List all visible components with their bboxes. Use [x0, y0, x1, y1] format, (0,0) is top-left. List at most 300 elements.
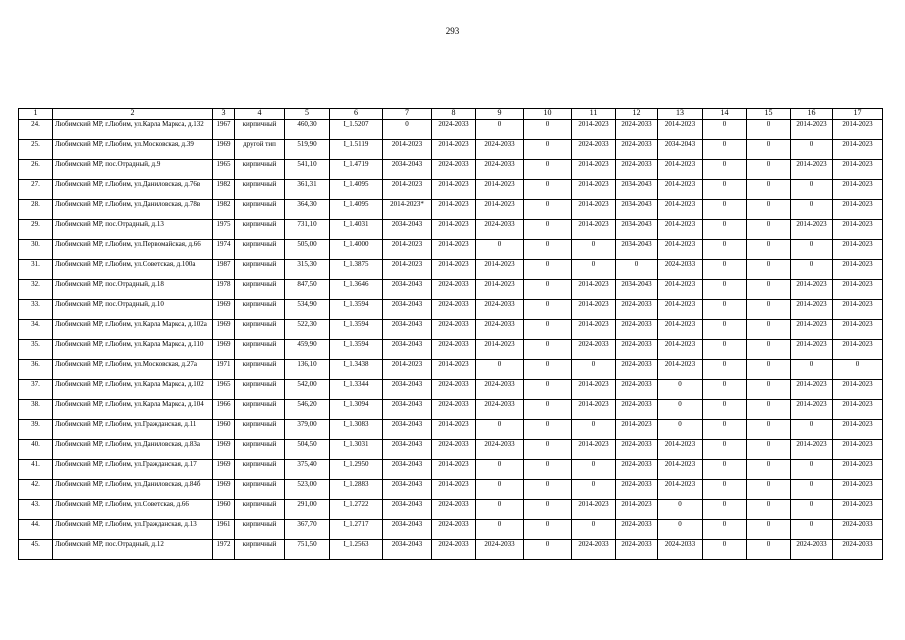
- period-15-cell: 0: [747, 460, 791, 480]
- period-17-cell: 2014-2023: [833, 500, 883, 520]
- period-15-cell: 0: [747, 440, 791, 460]
- period-17-cell: 2014-2023: [833, 120, 883, 140]
- period-14-cell: 0: [703, 260, 747, 280]
- period-15-cell: 0: [747, 540, 791, 560]
- year-built-cell: 1969: [213, 140, 235, 160]
- area-cell: 523,00: [285, 480, 330, 500]
- table-row: [19, 380, 883, 400]
- table-row: [19, 460, 883, 480]
- period-12-cell: 2024-2033: [616, 540, 658, 560]
- area-cell: 361,31: [285, 180, 330, 200]
- year-built-cell: 1978: [213, 280, 235, 300]
- period-10-cell: 0: [524, 320, 572, 340]
- period-17-cell: 2014-2023: [833, 400, 883, 420]
- index-cell: I_1.3031: [330, 440, 383, 460]
- row-number-cell: 28.: [19, 200, 53, 220]
- row-number-cell: 38.: [19, 400, 53, 420]
- period-15-cell: 0: [747, 260, 791, 280]
- period-11-cell: 0: [572, 480, 616, 500]
- period-14-cell: 0: [703, 220, 747, 240]
- address-cell: Любимский МР, пос.Отрадный, д.12: [53, 540, 213, 560]
- index-cell: I_1.4719: [330, 160, 383, 180]
- area-cell: 505,00: [285, 240, 330, 260]
- address-cell: Любимский МР, г.Любим, ул.Гражданская, д.13: [53, 520, 213, 540]
- address-cell: Любимский МР, г.Любим, ул.Советская, д.66: [53, 500, 213, 520]
- period-9-cell: 2024-2033: [476, 160, 524, 180]
- period-10-cell: 0: [524, 440, 572, 460]
- period-12-cell: 2024-2033: [616, 440, 658, 460]
- wall-material-cell: кирпичный: [235, 400, 285, 420]
- address-cell: Любимский МР, г.Любим, ул.Карла Маркса, д.132: [53, 120, 213, 140]
- period-16-cell: 0: [791, 460, 833, 480]
- period-15-cell: 0: [747, 160, 791, 180]
- column-header-13: 13: [658, 109, 703, 120]
- table-row: [19, 220, 883, 240]
- table-row: [19, 400, 883, 420]
- column-header-8: 8: [432, 109, 476, 120]
- header-row: [19, 109, 883, 120]
- period-12-cell: 2034-2043: [616, 200, 658, 220]
- period-9-cell: 0: [476, 460, 524, 480]
- period-17-cell: 2014-2023: [833, 300, 883, 320]
- period-15-cell: 0: [747, 280, 791, 300]
- column-header-17: 17: [833, 109, 883, 120]
- year-built-cell: 1982: [213, 200, 235, 220]
- period-8-cell: 2014-2023: [432, 220, 476, 240]
- period-11-cell: 2014-2023: [572, 380, 616, 400]
- year-built-cell: 1972: [213, 540, 235, 560]
- period-9-cell: 2024-2033: [476, 540, 524, 560]
- period-14-cell: 0: [703, 320, 747, 340]
- period-14-cell: 0: [703, 280, 747, 300]
- index-cell: I_1.3344: [330, 380, 383, 400]
- period-17-cell: 2024-2033: [833, 540, 883, 560]
- period-12-cell: 2014-2023: [616, 420, 658, 440]
- period-15-cell: 0: [747, 320, 791, 340]
- period-9-cell: 2024-2033: [476, 380, 524, 400]
- period-16-cell: 2014-2023: [791, 400, 833, 420]
- year-built-cell: 1969: [213, 440, 235, 460]
- column-header-10: 10: [524, 109, 572, 120]
- period-16-cell: 2014-2023: [791, 280, 833, 300]
- period-14-cell: 0: [703, 540, 747, 560]
- period-11-cell: 2014-2023: [572, 200, 616, 220]
- column-header-7: 7: [383, 109, 432, 120]
- index-cell: I_1.3094: [330, 400, 383, 420]
- period-12-cell: 2034-2043: [616, 280, 658, 300]
- column-header-2: 2: [53, 109, 213, 120]
- period-7-cell: 2034-2043: [383, 420, 432, 440]
- period-16-cell: 2024-2033: [791, 540, 833, 560]
- wall-material-cell: кирпичный: [235, 220, 285, 240]
- row-number-cell: 40.: [19, 440, 53, 460]
- index-cell: I_1.5119: [330, 140, 383, 160]
- period-13-cell: 0: [658, 520, 703, 540]
- period-15-cell: 0: [747, 340, 791, 360]
- index-cell: I_1.2883: [330, 480, 383, 500]
- year-built-cell: 1965: [213, 380, 235, 400]
- table-row: [19, 480, 883, 500]
- area-cell: 364,30: [285, 200, 330, 220]
- wall-material-cell: кирпичный: [235, 460, 285, 480]
- column-header-1: 1: [19, 109, 53, 120]
- table-row: [19, 440, 883, 460]
- period-15-cell: 0: [747, 480, 791, 500]
- column-header-15: 15: [747, 109, 791, 120]
- period-12-cell: 2024-2033: [616, 400, 658, 420]
- row-number-cell: 34.: [19, 320, 53, 340]
- wall-material-cell: кирпичный: [235, 380, 285, 400]
- index-cell: I_1.5207: [330, 120, 383, 140]
- period-15-cell: 0: [747, 300, 791, 320]
- period-15-cell: 0: [747, 220, 791, 240]
- period-16-cell: 2014-2023: [791, 440, 833, 460]
- period-9-cell: 2024-2033: [476, 300, 524, 320]
- period-12-cell: 2024-2033: [616, 460, 658, 480]
- period-11-cell: 2014-2023: [572, 440, 616, 460]
- year-built-cell: 1975: [213, 220, 235, 240]
- period-17-cell: 2024-2033: [833, 520, 883, 540]
- period-9-cell: 2024-2033: [476, 220, 524, 240]
- row-number-cell: 45.: [19, 540, 53, 560]
- area-cell: 731,10: [285, 220, 330, 240]
- period-13-cell: 2014-2023: [658, 200, 703, 220]
- period-12-cell: 2024-2033: [616, 360, 658, 380]
- period-13-cell: 0: [658, 380, 703, 400]
- period-13-cell: 2014-2023: [658, 360, 703, 380]
- address-cell: Любимский МР, г.Любим, ул.Московская, д.39: [53, 140, 213, 160]
- period-13-cell: 2014-2023: [658, 220, 703, 240]
- period-7-cell: 2034-2043: [383, 320, 432, 340]
- row-number-cell: 27.: [19, 180, 53, 200]
- period-14-cell: 0: [703, 240, 747, 260]
- page-number: 293: [445, 26, 460, 36]
- period-17-cell: 2014-2023: [833, 200, 883, 220]
- period-8-cell: 2024-2033: [432, 280, 476, 300]
- address-cell: Любимский МР, г.Любим, ул.Первомайская, д.66: [53, 240, 213, 260]
- row-number-cell: 32.: [19, 280, 53, 300]
- address-cell: Любимский МР, г.Любим, ул.Карла Маркса, д.110: [53, 340, 213, 360]
- period-12-cell: 2034-2043: [616, 180, 658, 200]
- row-number-cell: 37.: [19, 380, 53, 400]
- address-cell: Любимский МР, г.Любим, ул.Даниловская, д.76в: [53, 180, 213, 200]
- period-11-cell: 2014-2023: [572, 320, 616, 340]
- period-17-cell: 0: [833, 360, 883, 380]
- address-cell: Любимский МР, пос.Отрадный, д.10: [53, 300, 213, 320]
- period-11-cell: 0: [572, 240, 616, 260]
- index-cell: I_1.2722: [330, 500, 383, 520]
- column-header-9: 9: [476, 109, 524, 120]
- area-cell: 546,20: [285, 400, 330, 420]
- period-15-cell: 0: [747, 180, 791, 200]
- period-10-cell: 0: [524, 240, 572, 260]
- period-15-cell: 0: [747, 360, 791, 380]
- period-8-cell: 2014-2023: [432, 140, 476, 160]
- index-cell: I_1.3594: [330, 340, 383, 360]
- period-7-cell: 0: [383, 120, 432, 140]
- year-built-cell: 1969: [213, 320, 235, 340]
- period-17-cell: 2014-2023: [833, 420, 883, 440]
- period-15-cell: 0: [747, 400, 791, 420]
- year-built-cell: 1960: [213, 420, 235, 440]
- wall-material-cell: кирпичный: [235, 520, 285, 540]
- period-9-cell: 0: [476, 120, 524, 140]
- table-row: [19, 280, 883, 300]
- period-16-cell: 0: [791, 420, 833, 440]
- period-10-cell: 0: [524, 260, 572, 280]
- period-16-cell: 0: [791, 360, 833, 380]
- index-cell: I_1.3594: [330, 300, 383, 320]
- period-16-cell: 2014-2023: [791, 300, 833, 320]
- wall-material-cell: кирпичный: [235, 320, 285, 340]
- address-cell: Любимский МР, пос.Отрадный, д.18: [53, 280, 213, 300]
- column-header-12: 12: [616, 109, 658, 120]
- period-17-cell: 2014-2023: [833, 380, 883, 400]
- period-7-cell: 2034-2043: [383, 400, 432, 420]
- area-cell: 751,50: [285, 540, 330, 560]
- period-12-cell: 2024-2033: [616, 140, 658, 160]
- period-11-cell: 0: [572, 360, 616, 380]
- period-16-cell: 0: [791, 480, 833, 500]
- period-12-cell: 2024-2033: [616, 160, 658, 180]
- area-cell: 459,90: [285, 340, 330, 360]
- period-8-cell: 2024-2033: [432, 320, 476, 340]
- period-11-cell: 2014-2023: [572, 220, 616, 240]
- address-cell: Любимский МР, г.Любим, ул.Гражданская, д.17: [53, 460, 213, 480]
- period-9-cell: 0: [476, 420, 524, 440]
- period-11-cell: 2014-2023: [572, 160, 616, 180]
- period-13-cell: 2024-2033: [658, 260, 703, 280]
- period-17-cell: 2014-2023: [833, 320, 883, 340]
- year-built-cell: 1969: [213, 480, 235, 500]
- column-header-14: 14: [703, 109, 747, 120]
- period-17-cell: 2014-2023: [833, 440, 883, 460]
- address-cell: Любимский МР, г.Любим, ул.Даниловская, д.84б: [53, 480, 213, 500]
- period-7-cell: 2034-2043: [383, 500, 432, 520]
- index-cell: I_1.3875: [330, 260, 383, 280]
- period-7-cell: 2034-2043: [383, 480, 432, 500]
- period-9-cell: 2014-2023: [476, 280, 524, 300]
- column-header-11: 11: [572, 109, 616, 120]
- period-14-cell: 0: [703, 120, 747, 140]
- area-cell: 504,50: [285, 440, 330, 460]
- period-8-cell: 2024-2033: [432, 500, 476, 520]
- wall-material-cell: другой тип: [235, 140, 285, 160]
- period-16-cell: 0: [791, 180, 833, 200]
- year-built-cell: 1969: [213, 460, 235, 480]
- wall-material-cell: кирпичный: [235, 360, 285, 380]
- address-cell: Любимский МР, г.Любим, ул.Карла Маркса, д.102а: [53, 320, 213, 340]
- period-15-cell: 0: [747, 420, 791, 440]
- index-cell: I_1.2950: [330, 460, 383, 480]
- wall-material-cell: кирпичный: [235, 480, 285, 500]
- row-number-cell: 41.: [19, 460, 53, 480]
- row-number-cell: 36.: [19, 360, 53, 380]
- period-9-cell: 0: [476, 480, 524, 500]
- period-14-cell: 0: [703, 300, 747, 320]
- period-11-cell: 0: [572, 460, 616, 480]
- period-8-cell: 2024-2033: [432, 400, 476, 420]
- address-cell: Любимский МР, г.Любим, ул.Московская, д.27а: [53, 360, 213, 380]
- period-14-cell: 0: [703, 340, 747, 360]
- row-number-cell: 35.: [19, 340, 53, 360]
- period-13-cell: 2014-2023: [658, 480, 703, 500]
- period-17-cell: 2014-2023: [833, 220, 883, 240]
- period-15-cell: 0: [747, 120, 791, 140]
- period-15-cell: 0: [747, 200, 791, 220]
- period-11-cell: 0: [572, 260, 616, 280]
- period-11-cell: 0: [572, 520, 616, 540]
- period-11-cell: 2014-2023: [572, 280, 616, 300]
- period-10-cell: 0: [524, 200, 572, 220]
- period-11-cell: 2024-2033: [572, 540, 616, 560]
- period-13-cell: 2014-2023: [658, 460, 703, 480]
- period-10-cell: 0: [524, 460, 572, 480]
- address-cell: Любимский МР, г.Любим, ул.Карла Маркса, д.104: [53, 400, 213, 420]
- area-cell: 460,30: [285, 120, 330, 140]
- period-8-cell: 2014-2023: [432, 460, 476, 480]
- period-14-cell: 0: [703, 420, 747, 440]
- area-cell: 375,40: [285, 460, 330, 480]
- period-7-cell: 2014-2023: [383, 240, 432, 260]
- table-row: [19, 540, 883, 560]
- period-11-cell: 2024-2033: [572, 140, 616, 160]
- row-number-cell: 31.: [19, 260, 53, 280]
- period-10-cell: 0: [524, 180, 572, 200]
- period-12-cell: 2034-2043: [616, 220, 658, 240]
- wall-material-cell: кирпичный: [235, 180, 285, 200]
- column-header-4: 4: [235, 109, 285, 120]
- period-15-cell: 0: [747, 500, 791, 520]
- period-12-cell: 2024-2033: [616, 380, 658, 400]
- table-row: [19, 240, 883, 260]
- period-8-cell: 2024-2033: [432, 440, 476, 460]
- index-cell: I_1.3594: [330, 320, 383, 340]
- period-10-cell: 0: [524, 480, 572, 500]
- period-14-cell: 0: [703, 520, 747, 540]
- table-row: [19, 340, 883, 360]
- period-10-cell: 0: [524, 160, 572, 180]
- year-built-cell: 1960: [213, 500, 235, 520]
- period-17-cell: 2014-2023: [833, 180, 883, 200]
- year-built-cell: 1967: [213, 120, 235, 140]
- period-8-cell: 2024-2033: [432, 340, 476, 360]
- area-cell: 291,00: [285, 500, 330, 520]
- wall-material-cell: кирпичный: [235, 540, 285, 560]
- period-12-cell: 2034-2043: [616, 240, 658, 260]
- period-16-cell: 0: [791, 140, 833, 160]
- period-13-cell: 2014-2023: [658, 300, 703, 320]
- period-12-cell: 2024-2033: [616, 300, 658, 320]
- area-cell: 522,30: [285, 320, 330, 340]
- table-row: [19, 520, 883, 540]
- index-cell: I_1.3646: [330, 280, 383, 300]
- period-13-cell: 0: [658, 500, 703, 520]
- row-number-cell: 39.: [19, 420, 53, 440]
- period-7-cell: 2034-2043: [383, 280, 432, 300]
- period-8-cell: 2014-2023: [432, 200, 476, 220]
- period-14-cell: 0: [703, 360, 747, 380]
- period-13-cell: 2014-2023: [658, 440, 703, 460]
- period-12-cell: 2024-2033: [616, 320, 658, 340]
- period-17-cell: 2014-2023: [833, 260, 883, 280]
- period-15-cell: 0: [747, 380, 791, 400]
- year-built-cell: 1971: [213, 360, 235, 380]
- wall-material-cell: кирпичный: [235, 160, 285, 180]
- period-13-cell: 0: [658, 420, 703, 440]
- period-10-cell: 0: [524, 520, 572, 540]
- period-9-cell: 0: [476, 520, 524, 540]
- period-9-cell: 0: [476, 240, 524, 260]
- period-14-cell: 0: [703, 200, 747, 220]
- wall-material-cell: кирпичный: [235, 120, 285, 140]
- housing-table: [18, 108, 883, 560]
- period-10-cell: 0: [524, 420, 572, 440]
- period-7-cell: 2014-2023: [383, 180, 432, 200]
- period-7-cell: 2034-2043: [383, 300, 432, 320]
- period-9-cell: 2024-2033: [476, 400, 524, 420]
- period-10-cell: 0: [524, 540, 572, 560]
- period-8-cell: 2014-2023: [432, 480, 476, 500]
- year-built-cell: 1965: [213, 160, 235, 180]
- period-17-cell: 2014-2023: [833, 140, 883, 160]
- period-13-cell: 2014-2023: [658, 120, 703, 140]
- period-13-cell: 2014-2023: [658, 320, 703, 340]
- row-number-cell: 30.: [19, 240, 53, 260]
- row-number-cell: 33.: [19, 300, 53, 320]
- period-8-cell: 2014-2023: [432, 180, 476, 200]
- wall-material-cell: кирпичный: [235, 280, 285, 300]
- area-cell: 367,70: [285, 520, 330, 540]
- table-row: [19, 260, 883, 280]
- period-13-cell: 2014-2023: [658, 340, 703, 360]
- period-11-cell: 2014-2023: [572, 120, 616, 140]
- area-cell: 534,90: [285, 300, 330, 320]
- period-15-cell: 0: [747, 240, 791, 260]
- period-8-cell: 2014-2023: [432, 240, 476, 260]
- column-header-3: 3: [213, 109, 235, 120]
- period-7-cell: 2014-2023: [383, 140, 432, 160]
- year-built-cell: 1969: [213, 340, 235, 360]
- address-cell: Любимский МР, г.Любим, ул.Гражданская, д.11: [53, 420, 213, 440]
- period-9-cell: 0: [476, 360, 524, 380]
- wall-material-cell: кирпичный: [235, 260, 285, 280]
- area-cell: 315,30: [285, 260, 330, 280]
- table-row: [19, 200, 883, 220]
- period-10-cell: 0: [524, 120, 572, 140]
- table-row: [19, 420, 883, 440]
- year-built-cell: 1966: [213, 400, 235, 420]
- year-built-cell: 1969: [213, 300, 235, 320]
- row-number-cell: 44.: [19, 520, 53, 540]
- address-cell: Любимский МР, пос.Отрадный, д.9: [53, 160, 213, 180]
- address-cell: Любимский МР, г.Любим, ул.Даниловская, д.83а: [53, 440, 213, 460]
- table-body: [19, 120, 883, 560]
- period-9-cell: 2014-2023: [476, 340, 524, 360]
- period-9-cell: 2024-2033: [476, 440, 524, 460]
- area-cell: 379,00: [285, 420, 330, 440]
- table-row: [19, 180, 883, 200]
- period-14-cell: 0: [703, 180, 747, 200]
- address-cell: Любимский МР, г.Любим, ул.Карла Маркса, д.102: [53, 380, 213, 400]
- period-11-cell: 2024-2033: [572, 340, 616, 360]
- period-13-cell: 0: [658, 400, 703, 420]
- period-7-cell: 2014-2023*: [383, 200, 432, 220]
- period-14-cell: 0: [703, 500, 747, 520]
- period-7-cell: 2034-2043: [383, 340, 432, 360]
- row-number-cell: 24.: [19, 120, 53, 140]
- period-16-cell: 0: [791, 200, 833, 220]
